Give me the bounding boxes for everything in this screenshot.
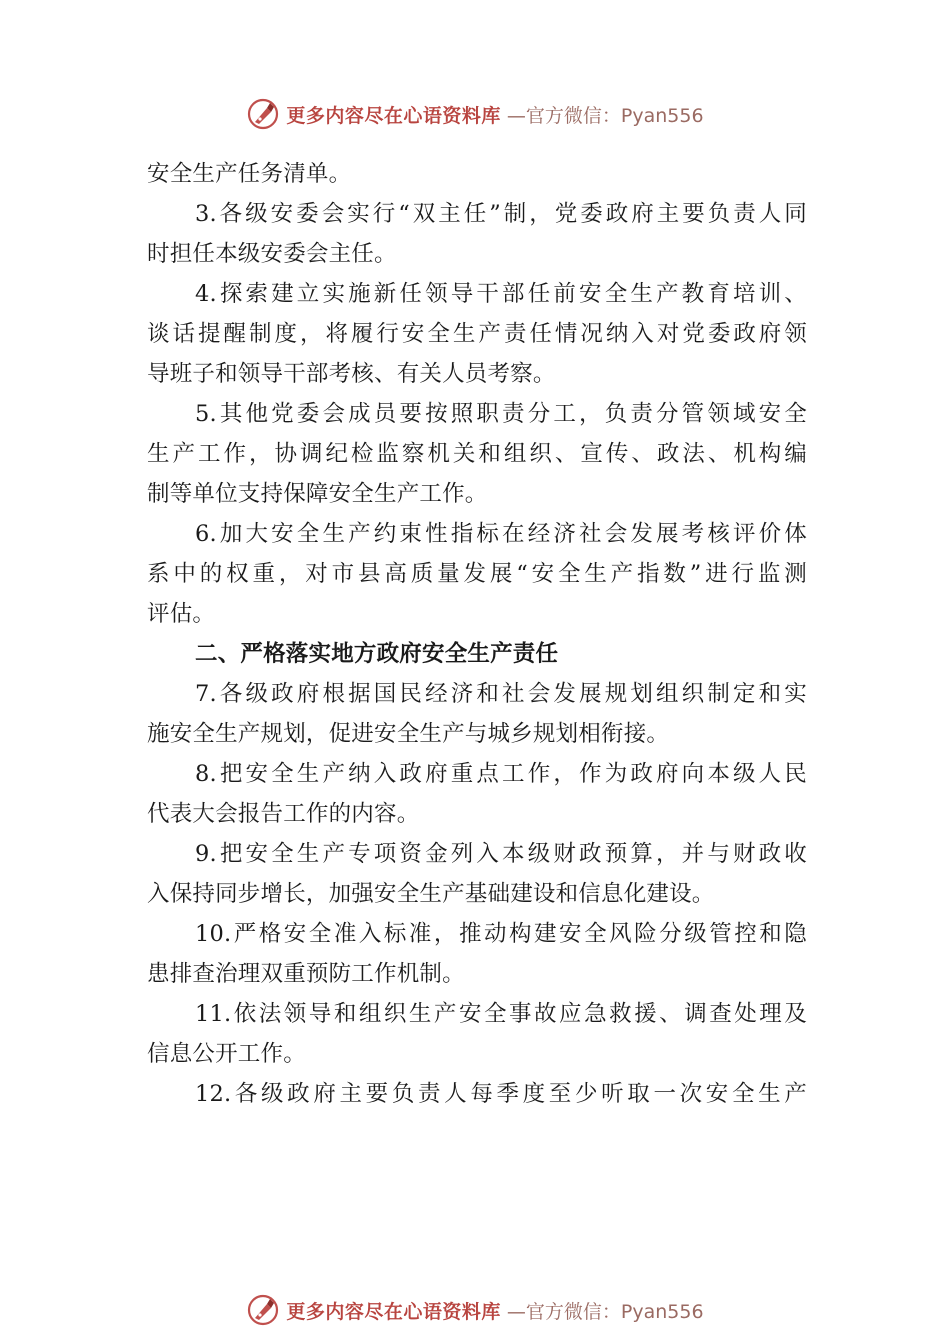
document-body — [147, 154, 807, 1114]
text-line: 3.各级安委会实行“双主任”制，党委政府主要负责人同 — [195, 201, 807, 227]
text-line: 谈话提醒制度，将履行安全生产责任情况纳入对党委政府领 — [147, 321, 807, 347]
pen-nib-logo-icon — [246, 97, 280, 131]
text-line: 信息公开工作。 — [147, 1041, 306, 1067]
watermark-banner-bottom — [0, 1290, 950, 1330]
section-heading: 二、严格落实地方政府安全生产责任 — [195, 641, 559, 667]
text-line: 制等单位支持保障安全生产工作。 — [147, 481, 488, 507]
pen-nib-logo-icon — [246, 1293, 280, 1327]
watermark-sub-text: —官方微信：Pyan556 — [506, 1300, 704, 1323]
text-line: 患排查治理双重预防工作机制。 — [147, 961, 465, 987]
text-line: 生产工作，协调纪检监察机关和组织、宣传、政法、机构编 — [147, 441, 807, 467]
watermark-main-text: 更多内容尽在心语资料库 — [286, 1300, 501, 1323]
text-line: 8.把安全生产纳入政府重点工作，作为政府向本级人民 — [195, 761, 807, 787]
text-line: 6.加大安全生产约束性指标在经济社会发展考核评价体 — [195, 521, 807, 547]
watermark-sub-text: —官方微信：Pyan556 — [506, 104, 704, 127]
text-line: 系中的权重，对市县高质量发展“安全生产指数”进行监测 — [147, 561, 807, 587]
text-line: 评估。 — [147, 601, 216, 627]
text-line: 安全生产任务清单。 — [147, 161, 352, 187]
text-line: 4.探索建立实施新任领导干部任前安全生产教育培训、 — [195, 281, 807, 307]
text-line: 导班子和领导干部考核、有关人员考察。 — [147, 361, 556, 387]
text-line: 时担任本级安委会主任。 — [147, 241, 397, 267]
text-line: 5.其他党委会成员要按照职责分工，负责分管领域安全 — [195, 401, 807, 427]
text-line: 7.各级政府根据国民经济和社会发展规划组织制定和实 — [195, 681, 807, 707]
text-line: 11.依法领导和组织生产安全事故应急救援、调查处理及 — [195, 1001, 807, 1027]
text-line: 入保持同步增长，加强安全生产基础建设和信息化建设。 — [147, 881, 715, 907]
text-line: 10.严格安全准入标准，推动构建安全风险分级管控和隐 — [195, 921, 807, 947]
text-line: 施安全生产规划，促进安全生产与城乡规划相衔接。 — [147, 721, 670, 747]
watermark-banner-top — [0, 94, 950, 134]
text-line: 代表大会报告工作的内容。 — [147, 801, 420, 827]
text-line: 12.各级政府主要负责人每季度至少听取一次安全生产 — [195, 1081, 807, 1107]
watermark-main-text: 更多内容尽在心语资料库 — [286, 104, 501, 127]
text-line: 9.把安全生产专项资金列入本级财政预算，并与财政收 — [195, 841, 807, 867]
